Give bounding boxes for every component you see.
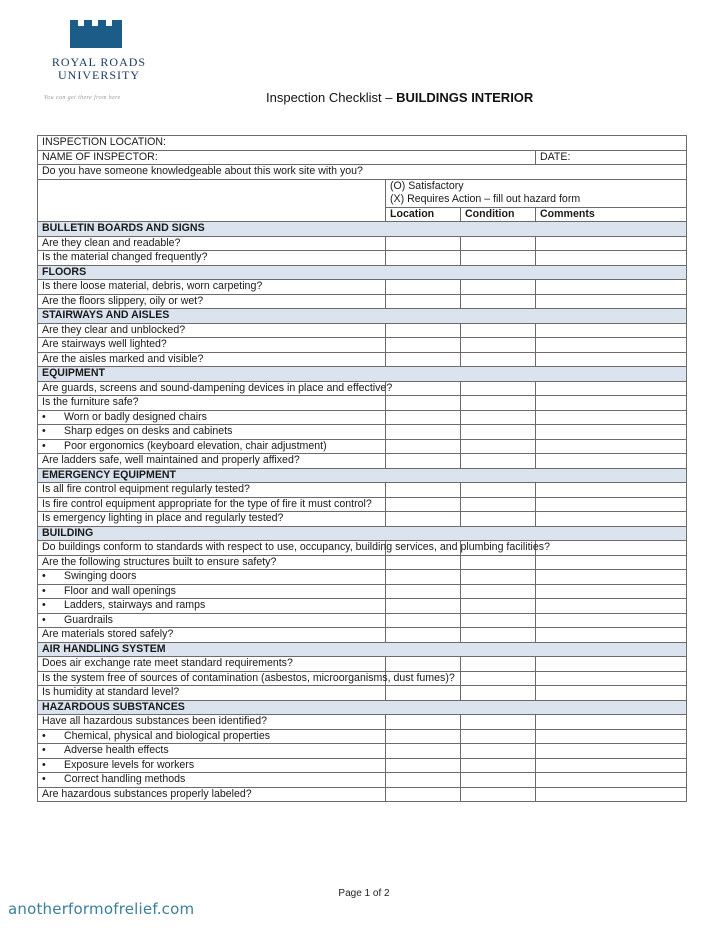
section-header-row: [38, 526, 687, 541]
section-header-row: [38, 700, 687, 715]
comments-cell[interactable]: [536, 280, 687, 295]
checklist-question: Are guards, screens and sound-dampening devices in place and effective?: [38, 381, 386, 396]
checklist-question: Have all hazardous substances been identified?: [38, 715, 386, 730]
source-watermark: anotherformofrelief.com: [8, 900, 195, 918]
checklist-question: Are the aisles marked and visible?: [38, 352, 386, 367]
column-header-condition: Condition: [461, 207, 536, 222]
comments-cell[interactable]: [536, 251, 687, 266]
location-cell[interactable]: [386, 497, 461, 512]
checklist-question: Are stairways well lighted?: [38, 338, 386, 353]
checklist-subitem: • Exposure levels for workers: [38, 758, 386, 773]
condition-cell[interactable]: [461, 396, 536, 411]
comments-cell[interactable]: [536, 584, 687, 599]
checklist-item-row: [38, 454, 687, 469]
comments-cell[interactable]: [536, 338, 687, 353]
checklist-question: Do buildings conform to standards with respect to use, occupancy, building services, and plumbing facilities?: [38, 541, 386, 556]
title-prefix: Inspection Checklist –: [266, 90, 397, 105]
column-header-location: Location: [386, 207, 461, 222]
checklist-question: Are materials stored safely?: [38, 628, 386, 643]
date-field[interactable]: [536, 150, 687, 165]
inspection-checklist-table: [37, 135, 687, 802]
checklist-question: Is the furniture safe?: [38, 396, 386, 411]
location-cell[interactable]: [386, 787, 461, 802]
location-cell[interactable]: [386, 686, 461, 701]
location-cell[interactable]: [386, 613, 461, 628]
comments-cell[interactable]: [536, 497, 687, 512]
comments-cell[interactable]: [536, 729, 687, 744]
condition-cell[interactable]: [461, 773, 536, 788]
checklist-item-row: [38, 251, 687, 266]
comments-cell[interactable]: [536, 410, 687, 425]
section-header-row: [38, 309, 687, 324]
comments-cell[interactable]: [536, 715, 687, 730]
checklist-item-row: [38, 599, 687, 614]
comments-cell[interactable]: [536, 599, 687, 614]
location-cell[interactable]: [386, 599, 461, 614]
condition-cell[interactable]: [461, 671, 536, 686]
logo-line-2: UNIVERSITY: [58, 68, 140, 82]
checklist-question: Is fire control equipment appropriate for the type of fire it must control?: [38, 497, 386, 512]
location-cell[interactable]: [386, 744, 461, 759]
comments-cell[interactable]: [536, 758, 687, 773]
location-cell[interactable]: [386, 381, 461, 396]
condition-cell[interactable]: [461, 280, 536, 295]
checklist-question: Are they clear and unblocked?: [38, 323, 386, 338]
checklist-item-row: [38, 584, 687, 599]
checklist-question: Is emergency lighting in place and regularly tested?: [38, 512, 386, 527]
location-cell[interactable]: [386, 280, 461, 295]
condition-cell[interactable]: [461, 323, 536, 338]
comments-cell[interactable]: [536, 613, 687, 628]
checklist-item-row: [38, 294, 687, 309]
checklist-item-row: [38, 744, 687, 759]
comments-cell[interactable]: [536, 657, 687, 672]
knowledgeable-person-question[interactable]: [38, 165, 687, 180]
checklist-item-row: [38, 541, 687, 556]
condition-cell[interactable]: [461, 483, 536, 498]
checklist-item-row: [38, 439, 687, 454]
checklist-subitem: • Ladders, stairways and ramps: [38, 599, 386, 614]
section-header-row: [38, 468, 687, 483]
title-bold: BUILDINGS INTERIOR: [396, 90, 534, 105]
location-cell[interactable]: [386, 236, 461, 251]
section-title: FLOORS: [38, 265, 687, 280]
checklist-subitem: • Adverse health effects: [38, 744, 386, 759]
checklist-item-row: [38, 352, 687, 367]
checklist-item-row: [38, 613, 687, 628]
location-cell[interactable]: [386, 773, 461, 788]
condition-cell[interactable]: [461, 657, 536, 672]
checklist-question: Is the material changed frequently?: [38, 251, 386, 266]
checklist-item-row: [38, 671, 687, 686]
location-cell[interactable]: [386, 758, 461, 773]
section-title: AIR HANDLING SYSTEM: [38, 642, 687, 657]
comments-cell[interactable]: [536, 454, 687, 469]
legend-row: [38, 179, 687, 207]
condition-cell[interactable]: [461, 294, 536, 309]
rating-legend: [386, 179, 687, 207]
checklist-subitem: • Worn or badly designed chairs: [38, 410, 386, 425]
question-text: Do you have someone knowledgeable about this work site with you?: [42, 165, 363, 177]
condition-cell[interactable]: [461, 410, 536, 425]
condition-cell[interactable]: [461, 758, 536, 773]
condition-cell[interactable]: [461, 570, 536, 585]
comments-cell[interactable]: [536, 570, 687, 585]
section-title: EMERGENCY EQUIPMENT: [38, 468, 687, 483]
legend-requires-action: (X) Requires Action – fill out hazard form: [390, 193, 581, 205]
logo-line-1: ROYAL ROADS: [51, 55, 147, 69]
location-cell[interactable]: [386, 657, 461, 672]
checklist-question: Is the system free of sources of contamination (asbestos, microorganisms, dust fumes)?: [38, 671, 386, 686]
location-row: [38, 136, 687, 151]
condition-cell[interactable]: [461, 613, 536, 628]
inspector-row: [38, 150, 687, 165]
checklist-item-row: [38, 497, 687, 512]
location-cell[interactable]: [386, 628, 461, 643]
checklist-subitem: • Swinging doors: [38, 570, 386, 585]
comments-cell[interactable]: [536, 671, 687, 686]
checklist-question: Is humidity at standard level?: [38, 686, 386, 701]
comments-cell[interactable]: [536, 352, 687, 367]
checklist-question: Are hazardous substances properly labeled?: [38, 787, 386, 802]
comments-cell[interactable]: [536, 323, 687, 338]
legend-satisfactory: (O) Satisfactory: [390, 179, 464, 192]
checklist-subitem: • Correct handling methods: [38, 773, 386, 788]
checklist-item-row: [38, 425, 687, 440]
location-cell[interactable]: [386, 425, 461, 440]
checklist-question: Are they clean and readable?: [38, 236, 386, 251]
legend-spacer: [38, 179, 386, 222]
condition-cell[interactable]: [461, 686, 536, 701]
condition-cell[interactable]: [461, 425, 536, 440]
condition-cell[interactable]: [461, 512, 536, 527]
inspection-location-field[interactable]: [38, 136, 687, 151]
logo-tagline: You can get there from here: [44, 95, 121, 101]
inspector-name-field[interactable]: [38, 150, 536, 165]
checklist-subitem: • Poor ergonomics (keyboard elevation, chair adjustment): [38, 439, 386, 454]
checklist-item-row: [38, 338, 687, 353]
location-cell[interactable]: [386, 294, 461, 309]
section-header-row: [38, 367, 687, 382]
checklist-item-row: [38, 381, 687, 396]
location-cell[interactable]: [386, 512, 461, 527]
checklist-item-row: [38, 628, 687, 643]
condition-cell[interactable]: [461, 338, 536, 353]
section-title: BUILDING: [38, 526, 687, 541]
location-cell[interactable]: [386, 729, 461, 744]
checklist-item-row: [38, 410, 687, 425]
condition-cell[interactable]: [461, 251, 536, 266]
checklist-subitem: • Chemical, physical and biological properties: [38, 729, 386, 744]
checklist-subitem: • Guardrails: [38, 613, 386, 628]
location-cell[interactable]: [386, 715, 461, 730]
checklist-item-row: [38, 323, 687, 338]
checklist-item-row: [38, 570, 687, 585]
checklist-item-row: [38, 729, 687, 744]
section-title: STAIRWAYS AND AISLES: [38, 309, 687, 324]
inspector-name-label: NAME OF INSPECTOR:: [42, 150, 158, 163]
comments-cell[interactable]: [536, 439, 687, 454]
castle-icon: [70, 20, 122, 48]
checklist-question: Does air exchange rate meet standard requirements?: [38, 657, 386, 672]
checklist-question: Are ladders safe, well maintained and properly affixed?: [38, 454, 386, 469]
page-number: Page 1 of 2: [338, 888, 390, 899]
checklist-question: Are the floors slippery, oily or wet?: [38, 294, 386, 309]
location-cell[interactable]: [386, 555, 461, 570]
condition-cell[interactable]: [461, 628, 536, 643]
condition-cell[interactable]: [461, 787, 536, 802]
location-cell[interactable]: [386, 584, 461, 599]
checklist-item-row: [38, 555, 687, 570]
condition-cell[interactable]: [461, 744, 536, 759]
question-row: [38, 165, 687, 180]
checklist-item-row: [38, 483, 687, 498]
comments-cell[interactable]: [536, 396, 687, 411]
location-cell[interactable]: [386, 483, 461, 498]
comments-cell[interactable]: [536, 628, 687, 643]
checklist-item-row: [38, 758, 687, 773]
location-cell[interactable]: [386, 570, 461, 585]
section-header-row: [38, 265, 687, 280]
condition-cell[interactable]: [461, 715, 536, 730]
checklist-item-row: [38, 512, 687, 527]
comments-cell[interactable]: [536, 236, 687, 251]
condition-cell[interactable]: [461, 584, 536, 599]
checklist-item-row: [38, 657, 687, 672]
date-label: DATE:: [540, 150, 571, 163]
checklist-question: Is all fire control equipment regularly tested?: [38, 483, 386, 498]
checklist-item-row: [38, 715, 687, 730]
checklist-item-row: [38, 280, 687, 295]
condition-cell[interactable]: [461, 454, 536, 469]
condition-cell[interactable]: [461, 599, 536, 614]
comments-cell[interactable]: [536, 483, 687, 498]
condition-cell[interactable]: [461, 381, 536, 396]
location-cell[interactable]: [386, 338, 461, 353]
column-header-comments: Comments: [536, 207, 687, 222]
section-title: HAZARDOUS SUBSTANCES: [38, 700, 687, 715]
condition-cell[interactable]: [461, 439, 536, 454]
comments-cell[interactable]: [536, 512, 687, 527]
section-title: BULLETIN BOARDS AND SIGNS: [38, 222, 687, 237]
comments-cell[interactable]: [536, 744, 687, 759]
checklist-subitem: • Floor and wall openings: [38, 584, 386, 599]
section-header-row: [38, 222, 687, 237]
checklist-question: Are the following structures built to ensure safety?: [38, 555, 386, 570]
checklist-item-row: [38, 396, 687, 411]
comments-cell[interactable]: [536, 787, 687, 802]
checklist-item-row: [38, 787, 687, 802]
comments-cell[interactable]: [536, 686, 687, 701]
comments-cell[interactable]: [536, 425, 687, 440]
condition-cell[interactable]: [461, 352, 536, 367]
comments-cell[interactable]: [536, 541, 687, 556]
checklist-item-row: [38, 773, 687, 788]
location-cell[interactable]: [386, 251, 461, 266]
location-cell[interactable]: [386, 323, 461, 338]
section-header-row: [38, 642, 687, 657]
location-cell[interactable]: [386, 439, 461, 454]
comments-cell[interactable]: [536, 773, 687, 788]
condition-cell[interactable]: [461, 497, 536, 512]
condition-cell[interactable]: [461, 555, 536, 570]
location-cell[interactable]: [386, 410, 461, 425]
checklist-item-row: [38, 236, 687, 251]
location-cell[interactable]: [386, 352, 461, 367]
checklist-item-row: [38, 686, 687, 701]
checklist-subitem: • Sharp edges on desks and cabinets: [38, 425, 386, 440]
inspection-location-label: INSPECTION LOCATION:: [42, 136, 167, 148]
document-title: [266, 90, 533, 105]
location-cell[interactable]: [386, 396, 461, 411]
section-title: EQUIPMENT: [38, 367, 687, 382]
location-cell[interactable]: [386, 454, 461, 469]
condition-cell[interactable]: [461, 236, 536, 251]
condition-cell[interactable]: [461, 729, 536, 744]
checklist-question: Is there loose material, debris, worn carpeting?: [38, 280, 386, 295]
comments-cell[interactable]: [536, 381, 687, 396]
comments-cell[interactable]: [536, 294, 687, 309]
comments-cell[interactable]: [536, 555, 687, 570]
logo-wordmark: [44, 56, 154, 82]
